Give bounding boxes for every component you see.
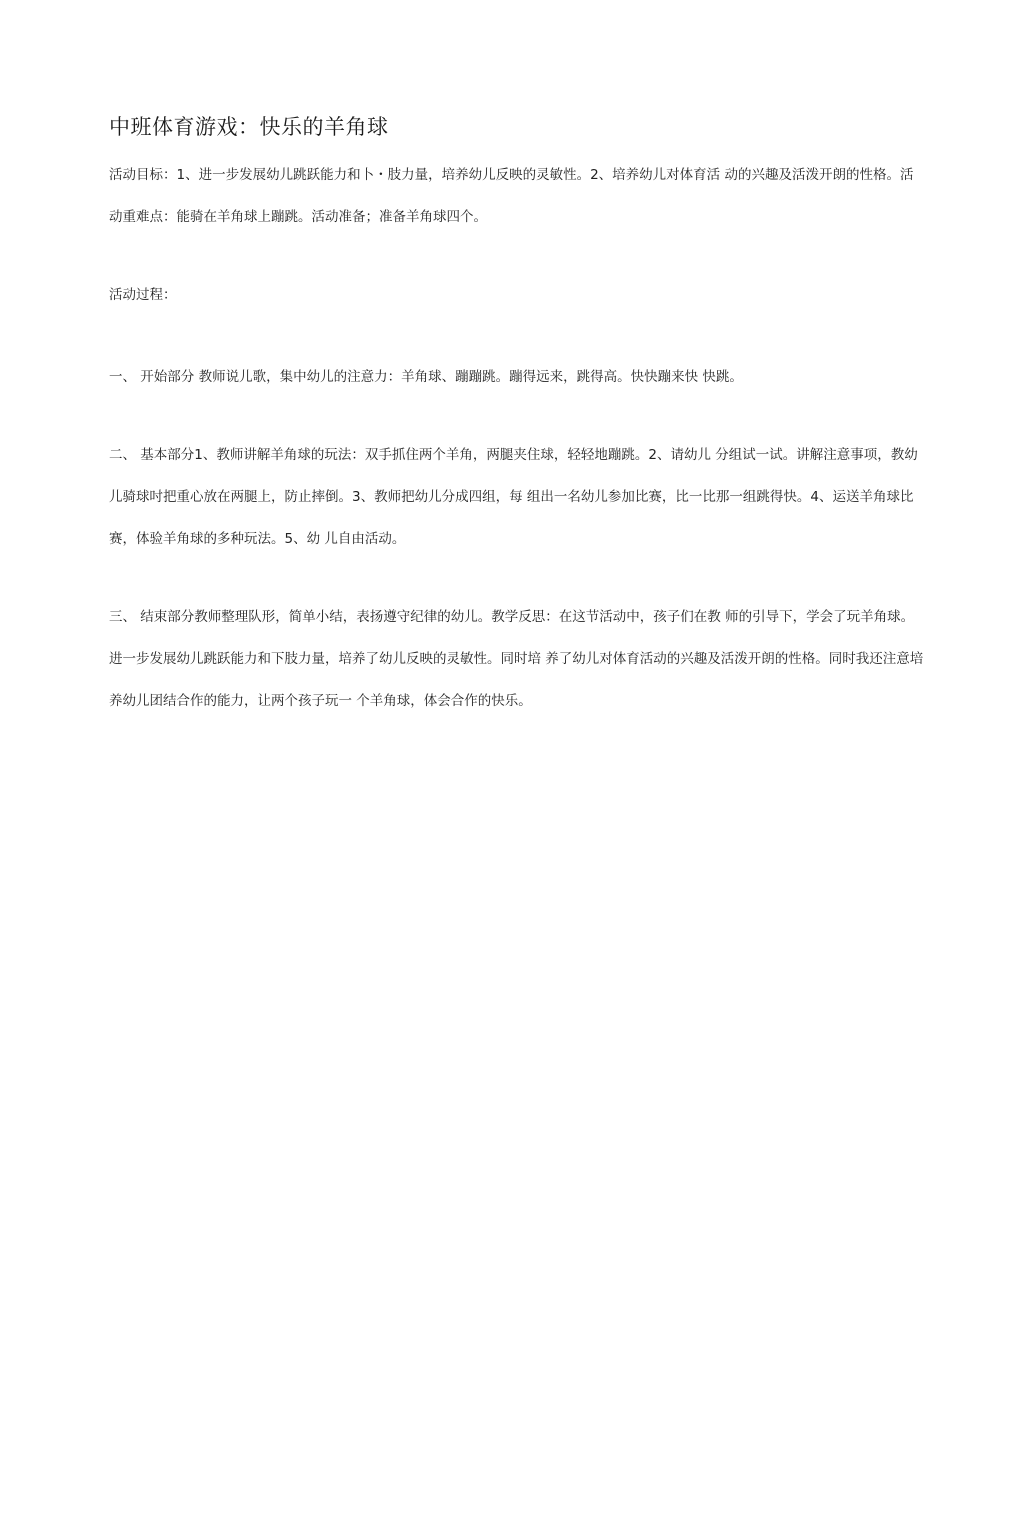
activity-process-heading: 活动过程： — [109, 287, 177, 303]
spacer — [109, 238, 925, 274]
activity-goals-paragraph: 活动目标：1、进一步发展幼儿跳跃能力和卜・肢力量，培养幼儿反映的灵敏性。2、培养幼儿对体育活 动的兴趣及活泼开朗的性格。活动重难点：能骑在羊角球上蹦跳。活动准备；准备羊角球四个。 — [109, 167, 914, 225]
spacer — [109, 398, 925, 434]
section-closing-paragraph: 三、 结束部分教师整理队形，简单小结，表扬遵守纪律的幼儿。教学反思：在这节活动中，孩子们在教 师的引导下，学会了玩羊角球。进一步发展幼儿跳跃能力和下肢力量，培养了幼儿反映的灵敏性。同时培 养了幼儿对体育活动的兴趣及活泼开朗的性格。同时我还注意培养幼儿团结合作的能力，让两个孩子玩一 个羊角球，体会合作的快乐。 — [109, 609, 924, 709]
document-body — [109, 112, 925, 722]
section-opening-paragraph: 一、 开始部分 教师说儿歌，集中幼儿的注意力：羊角球、蹦蹦跳。蹦得远来，跳得高。快快蹦来快 快跳。 — [109, 369, 743, 385]
section-main-paragraph: 二、 基本部分1、教师讲解羊角球的玩法：双手抓住两个羊角，两腿夹住球，轻轻地蹦跳。2、请幼儿 分组试一试。讲解注意事项，教幼儿骑球吋把重心放在两腿上，防止摔倒。3、教师把幼儿分成四组，每 组出一名幼儿参加比赛，比一比那一组跳得快。4、运送羊角球比赛，体验羊角球的多种玩法。5、幼 儿自由活动。 — [109, 447, 918, 547]
spacer — [109, 560, 925, 596]
document-title: 中班体育游戏：快乐的羊角球 — [109, 115, 389, 139]
spacer — [109, 316, 925, 356]
